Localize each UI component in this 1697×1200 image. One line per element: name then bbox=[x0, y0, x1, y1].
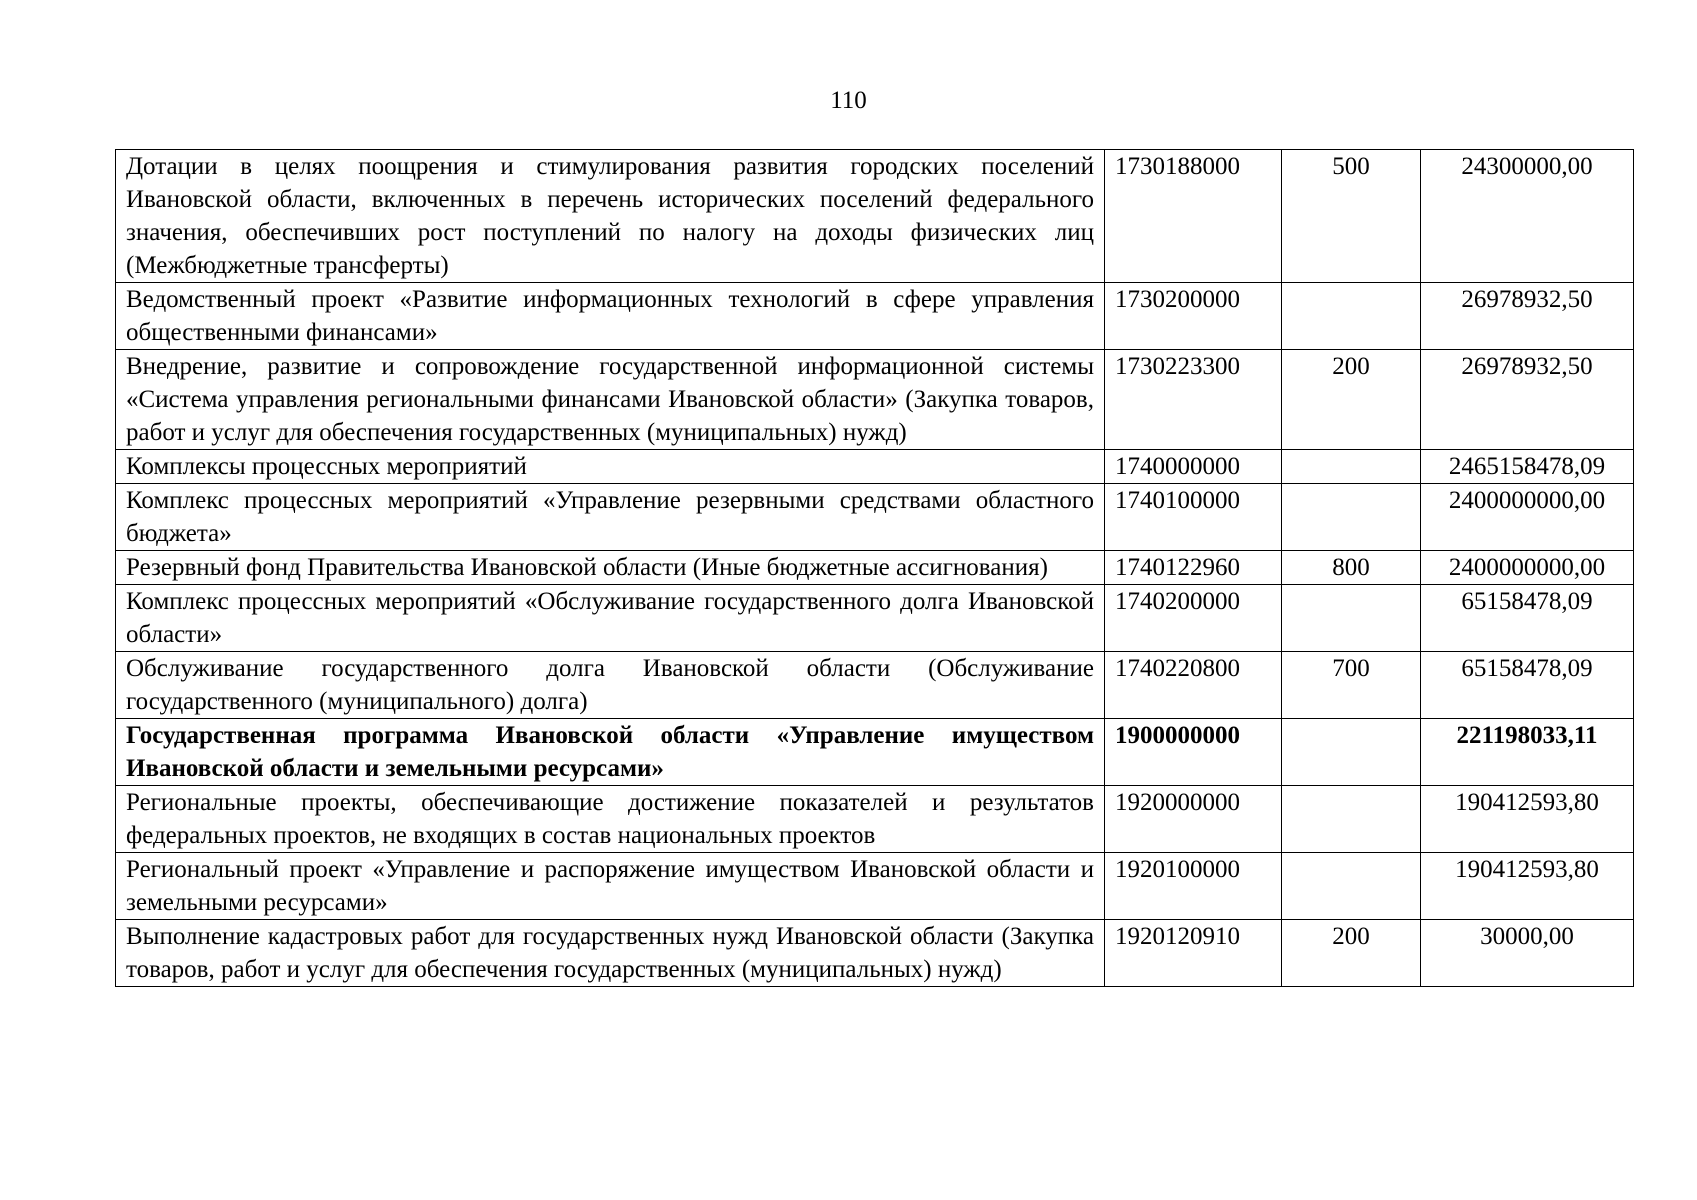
amount: 26978932,50 bbox=[1421, 283, 1634, 350]
table-row bbox=[116, 652, 1634, 719]
budget-table-body bbox=[116, 150, 1634, 987]
expense-type: 800 bbox=[1282, 551, 1421, 585]
amount: 30000,00 bbox=[1421, 920, 1634, 987]
item-name: Комплекс процессных мероприятий «Обслуживание государственного долга Ивановской области» bbox=[116, 585, 1105, 652]
amount: 2400000000,00 bbox=[1421, 484, 1634, 551]
target-code: 1920120910 bbox=[1105, 920, 1282, 987]
expense-type: 200 bbox=[1282, 350, 1421, 450]
expense-type bbox=[1282, 283, 1421, 350]
amount: 26978932,50 bbox=[1421, 350, 1634, 450]
target-code: 1730223300 bbox=[1105, 350, 1282, 450]
target-code: 1740220800 bbox=[1105, 652, 1282, 719]
amount: 2400000000,00 bbox=[1421, 551, 1634, 585]
target-code: 1920000000 bbox=[1105, 786, 1282, 853]
item-name: Ведомственный проект «Развитие информационных технологий в сфере управления общественными финансами» bbox=[116, 283, 1105, 350]
item-name: Внедрение, развитие и сопровождение государственной информационной системы «Система управления региональными финансами Ивановской области» (Закупка товаров, работ и услуг для обеспечения государственных (муниципальных) нужд) bbox=[116, 350, 1105, 450]
expense-type bbox=[1282, 585, 1421, 652]
page-number: 110 bbox=[830, 87, 867, 114]
item-name: Государственная программа Ивановской области «Управление имуществом Ивановской области и земельными ресурсами» bbox=[116, 719, 1105, 786]
target-code: 1740122960 bbox=[1105, 551, 1282, 585]
amount: 2465158478,09 bbox=[1421, 450, 1634, 484]
target-code: 1740000000 bbox=[1105, 450, 1282, 484]
target-code: 1730200000 bbox=[1105, 283, 1282, 350]
table-row bbox=[116, 484, 1634, 551]
table-row bbox=[116, 786, 1634, 853]
item-name: Выполнение кадастровых работ для государственных нужд Ивановской области (Закупка товаров, работ и услуг для обеспечения государственных (муниципальных) нужд) bbox=[116, 920, 1105, 987]
target-code: 1740200000 bbox=[1105, 585, 1282, 652]
table-row bbox=[116, 920, 1634, 987]
expense-type bbox=[1282, 450, 1421, 484]
table-row bbox=[116, 585, 1634, 652]
target-code: 1900000000 bbox=[1105, 719, 1282, 786]
item-name: Комплекс процессных мероприятий «Управление резервными средствами областного бюджета» bbox=[116, 484, 1105, 551]
item-name: Комплексы процессных мероприятий bbox=[116, 450, 1105, 484]
amount: 221198033,11 bbox=[1421, 719, 1634, 786]
table-row bbox=[116, 450, 1634, 484]
expense-type: 500 bbox=[1282, 150, 1421, 283]
expense-type: 200 bbox=[1282, 920, 1421, 987]
expense-type bbox=[1282, 719, 1421, 786]
amount: 65158478,09 bbox=[1421, 585, 1634, 652]
expense-type bbox=[1282, 786, 1421, 853]
item-name: Региональный проект «Управление и распоряжение имуществом Ивановской области и земельными ресурсами» bbox=[116, 853, 1105, 920]
target-code: 1740100000 bbox=[1105, 484, 1282, 551]
item-name: Обслуживание государственного долга Ивановской области (Обслуживание государственного (муниципального) долга) bbox=[116, 652, 1105, 719]
amount: 24300000,00 bbox=[1421, 150, 1634, 283]
budget-table bbox=[115, 149, 1634, 987]
expense-type bbox=[1282, 484, 1421, 551]
table-row bbox=[116, 283, 1634, 350]
item-name: Региональные проекты, обеспечивающие достижение показателей и результатов федеральных проектов, не входящих в состав национальных проектов bbox=[116, 786, 1105, 853]
table-row bbox=[116, 350, 1634, 450]
target-code: 1920100000 bbox=[1105, 853, 1282, 920]
target-code: 1730188000 bbox=[1105, 150, 1282, 283]
table-row bbox=[116, 150, 1634, 283]
expense-type bbox=[1282, 853, 1421, 920]
table-row bbox=[116, 551, 1634, 585]
item-name: Дотации в целях поощрения и стимулирования развития городских поселений Ивановской области, включенных в перечень исторических поселений федерального значения, обеспечивших рост поступлений по налогу на доходы физических лиц (Межбюджетные трансферты) bbox=[116, 150, 1105, 283]
item-name: Резервный фонд Правительства Ивановской области (Иные бюджетные ассигнования) bbox=[116, 551, 1105, 585]
table-row-program bbox=[116, 719, 1634, 786]
amount: 190412593,80 bbox=[1421, 786, 1634, 853]
amount: 65158478,09 bbox=[1421, 652, 1634, 719]
table-row bbox=[116, 853, 1634, 920]
expense-type: 700 bbox=[1282, 652, 1421, 719]
amount: 190412593,80 bbox=[1421, 853, 1634, 920]
